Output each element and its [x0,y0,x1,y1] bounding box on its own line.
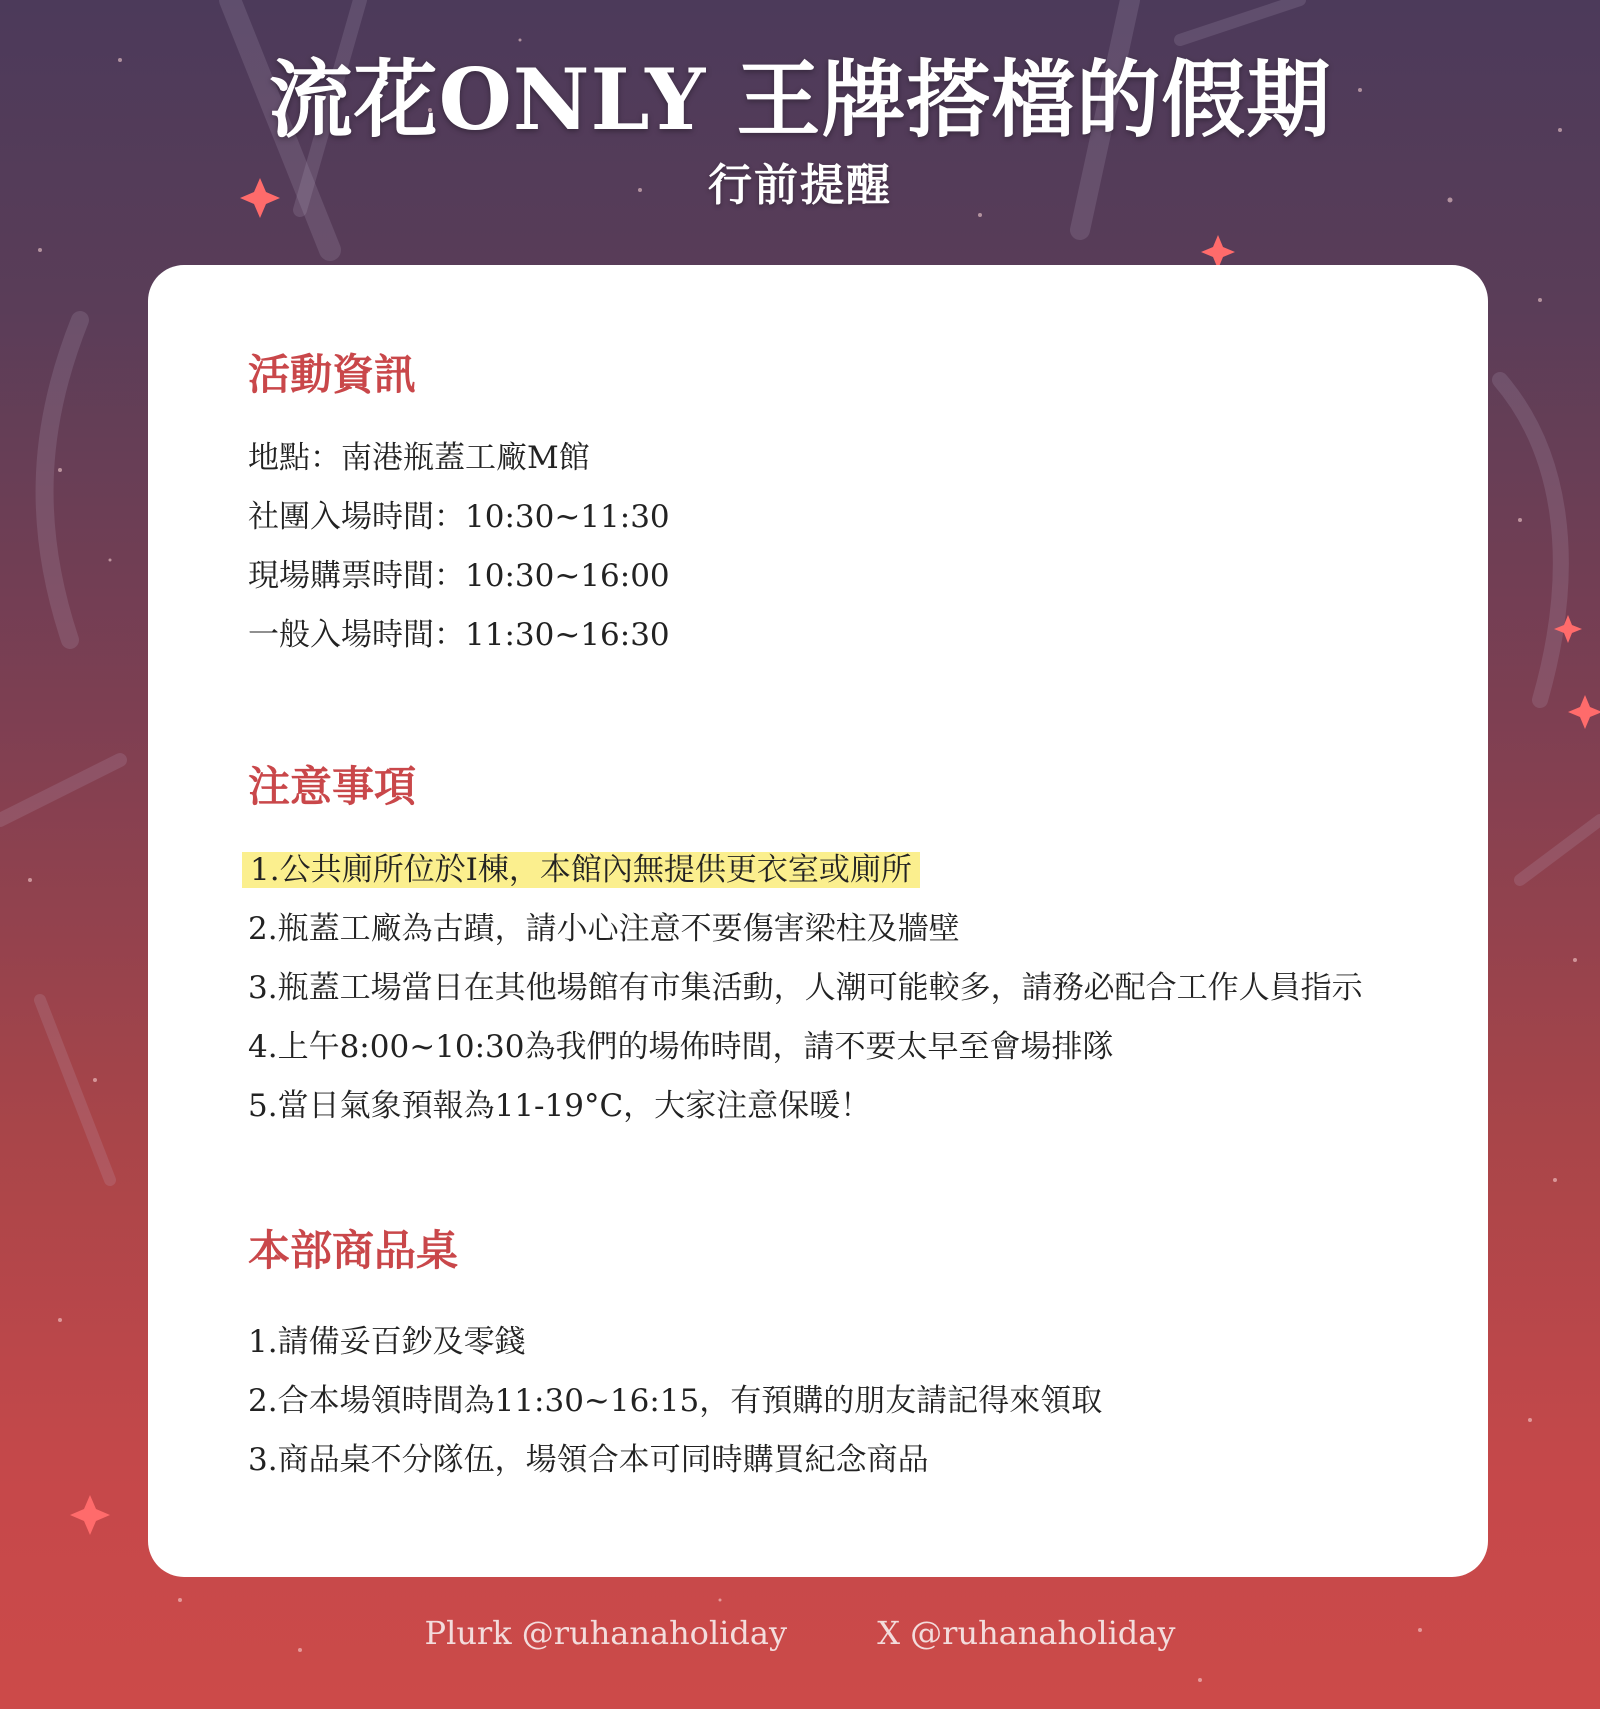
poster-subtitle: 行前提醒 [708,160,892,211]
info-line-location: 地點：南港瓶蓋工廠M館 [248,440,590,476]
merch-line: 3.商品桌不分隊伍，場領合本可同時購買紀念商品 [248,1442,929,1478]
poster-header [0,46,1600,216]
highlighted-notice: 1.公共廁所位於I棟，本館內無提供更衣室或廁所 [242,852,920,888]
info-lines [248,429,670,665]
notice-line [248,841,1363,900]
poster-title: 流花ONLY 王牌搭檔的假期 [268,50,1332,149]
section-heading: 注意事項 [248,762,417,811]
section-notices [248,759,1363,1136]
notice-line: 3.瓶蓋工場當日在其他場館有市集活動，人潮可能較多，請務必配合工作人員指示 [248,970,1363,1006]
plurk-handle: Plurk @ruhanaholiday [424,1614,788,1652]
merch-line: 1.請備妥百鈔及零錢 [248,1324,526,1360]
notice-line: 4.上午8:00~10:30為我們的場佈時間，請不要太早至會場排隊 [248,1029,1114,1065]
section-event-info [248,347,670,665]
notice-lines [248,841,1363,1136]
notice-line: 2.瓶蓋工廠為古蹟，請小心注意不要傷害梁柱及牆壁 [248,911,960,947]
info-line-general-entry: 一般入場時間：11:30~16:30 [248,617,670,653]
merch-line: 2.合本場領時間為11:30~16:15，有預購的朋友請記得來領取 [248,1383,1103,1419]
merch-lines [248,1313,1102,1490]
info-card [148,265,1488,1577]
section-merch-table [248,1223,1102,1490]
social-footer [0,1614,1600,1652]
info-line-ticket-sales: 現場購票時間：10:30~16:00 [248,558,670,594]
x-handle: X @ruhanaholiday [877,1614,1176,1652]
section-heading: 本部商品桌 [248,1226,459,1275]
info-line-club-entry: 社團入場時間：10:30~11:30 [248,499,670,535]
notice-line: 5.當日氣象預報為11-19°C，大家注意保暖！ [248,1088,872,1124]
section-heading: 活動資訊 [248,350,417,399]
